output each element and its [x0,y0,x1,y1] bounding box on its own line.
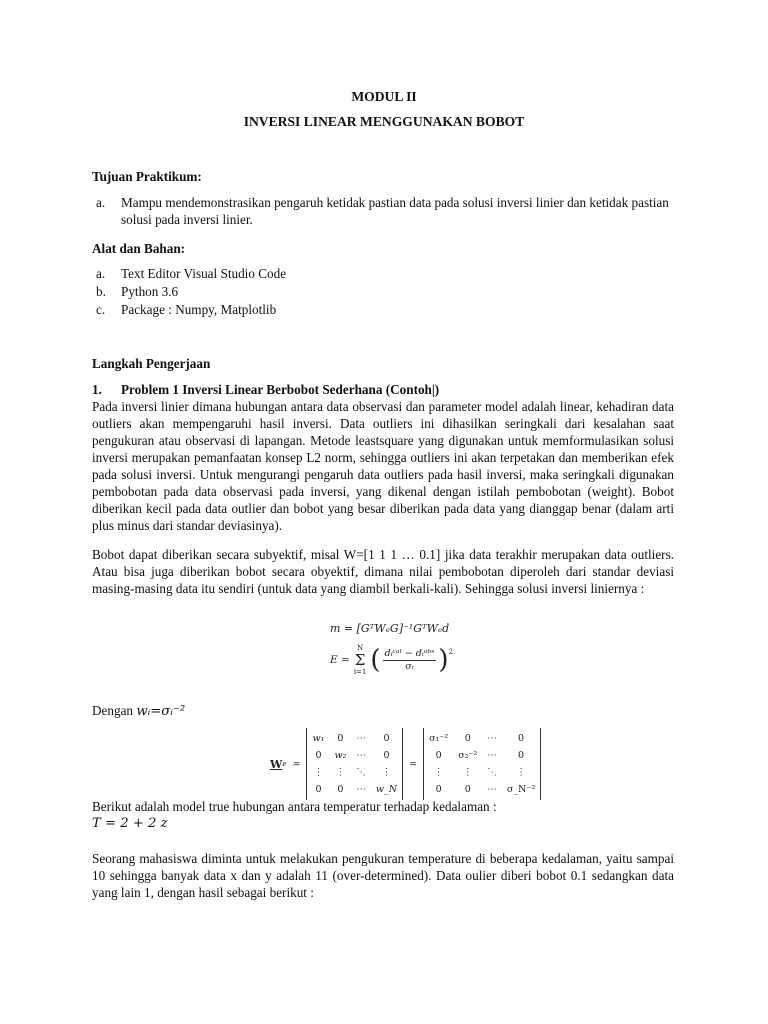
matrix-cell: 0 [337,733,344,744]
weight-matrix-equation [270,728,541,800]
matrix-cell: w₁ [312,733,325,744]
fraction [383,648,437,673]
matrix-cell: ⋯ [356,750,366,761]
matrix-sigma [423,728,541,800]
dengan-text: Dengan [92,703,137,718]
matrix-w [306,728,403,800]
sum-symbol: Σ [354,650,366,669]
matrix-cell: ⋯ [487,750,497,761]
matrix-cell: 0 [435,784,442,795]
matrix-cell: 0 [315,750,322,761]
list-text: Text Editor Visual Studio Code [121,266,287,281]
left-paren: ( [370,645,381,675]
matrix-cell: 0 [383,750,390,761]
matrix-cell: 0 [337,784,344,795]
denominator: σᵢ [405,660,414,672]
equation-error [330,640,453,680]
matrix-cell: ⋱ [356,767,366,778]
dengan-equation: wᵢ=σᵢ⁻² [136,704,186,719]
dengan-line [92,702,185,720]
summation [354,644,367,677]
paragraph-3: Seorang mahasiswa diminta untuk melakukan pengukuran temperature di beberapa kedalaman, yaitu sampai 10 sehingga banyak data x dan y adalah 11 (over-determined). Data oulier diberi bobot 0.1 sedangkan data yang lain 1, dengan hasil sebagai berikut : [92,851,674,900]
sum-top: N [357,643,364,652]
matrix-lhs: W [270,757,283,771]
eq-lhs: E = [330,653,350,666]
matrix-cell: ⋮ [463,767,473,778]
model-equation: T = 2 + 2 z [92,816,168,831]
matrix-cell: σ_N⁻² [506,784,536,795]
sum-bottom: i=1 [353,667,367,676]
numerator: dᵢᶜᵃˡ − dᵢᵒᵇˢ [384,647,435,659]
matrix-cell: 0 [517,733,525,744]
matrix-cell: ⋯ [487,784,497,795]
matrix-cell: ⋯ [356,733,366,744]
model-text: Berikut adalah model true hubungan antara temperatur terhadap kedalaman : [92,799,497,814]
matrix-cell: 0 [464,733,471,744]
langkah-heading: Langkah Pengerjaan [92,356,211,371]
module-title: MODUL II [351,89,417,104]
list-marker: a. [96,195,106,210]
paragraph-1: Pada inversi linier dimana hubungan antara data observasi dan parameter model adalah linear, kehadiran data outliers akan mempengaruhi hasil inversi. Data outliers ini dihasilkan seringkali dari kesalahan saat pengukuran atau observasi di lapangan. Metode leastsquare yang digunakan untuk memformulasikan solusi inversi merupakan pemanfaatan konsep L2 norm, sehingga outliers ini akan terpetakan dan memberikan efek pada solusi inversi. Untuk mengurangi pengaruh data outliers pada hasil inversi, maka seringkali digunakan pembobotan pada data observasi pada inversi, yang dikenal dengan istilah pembobotan (weight). Bobot diberikan kecil pada data outlier dan bobot yang besar diberikan pada data yang dianggap benar (dalam arti plus minus dari standar deviasinya). [92,399,674,533]
matrix-cell: 0 [517,750,525,761]
list-item [96,194,676,228]
problem-marker: 1. [92,382,102,397]
list-text: Mampu mendemonstrasikan pengaruh ketidak pastian data pada solusi inversi linier dan ketidak pastian solusi pada inversi linier. [121,195,669,227]
matrix-cell: w₂ [334,750,347,761]
list-marker: a. [96,266,106,281]
matrix-cell: ⋯ [487,733,497,744]
equation-solution: m = [GᵀWₑG]⁻¹GᵀWₑd [330,622,450,635]
module-subtitle: INVERSI LINEAR MENGGUNAKAN BOBOT [243,114,525,129]
tujuan-list [96,194,676,228]
matrix-cell: ⋯ [356,784,366,795]
matrix-lhs-sub: e [282,759,287,768]
paragraph-2: Bobot dapat diberikan secara subyektif, misal W=[1 1 1 … 0.1] jika data terakhir merupakan data outliers. Atau bisa juga diberikan bobot secara obyektif, dimana nilai pembobotan diperoleh dari standar deviasi masing-masing data itu sendiri (untuk data yang diambil berkali-kali). Sehingga solusi inversi liniernya : [92,547,674,596]
list-marker: c. [96,302,106,317]
list-item [96,301,676,318]
matrix-cell: ⋮ [313,767,324,778]
list-marker: b. [96,284,106,299]
matrix-cell: 0 [464,784,471,795]
matrix-cell: ⋱ [487,767,497,778]
equals-sign: = [292,758,301,770]
matrix-cell: 0 [383,733,390,744]
matrix-cell: σ₁⁻² [429,733,449,744]
matrix-cell: ⋮ [433,767,444,778]
list-text: Python 3.6 [121,284,179,299]
alat-list [96,265,676,318]
tujuan-heading: Tujuan Praktikum: [92,169,202,184]
problem-title: Problem 1 Inversi Linear Berbobot Sederhana (Contoh|) [121,382,440,397]
list-item [96,283,676,300]
matrix-cell: w_N [375,784,398,795]
list-text: Package : Numpy, Matplotlib [121,302,277,317]
equals-sign: = [409,758,418,770]
matrix-cell: ⋮ [516,767,526,778]
matrix-cell: ⋮ [335,767,346,778]
right-paren: ) [438,645,449,675]
matrix-cell: σ₂⁻² [458,750,478,761]
list-item [96,265,676,282]
matrix-cell: 0 [315,784,322,795]
alat-heading: Alat dan Bahan: [92,241,186,256]
matrix-cell: 0 [435,750,442,761]
matrix-cell: ⋮ [381,767,392,778]
power: 2 [448,648,454,656]
problem-heading [92,381,439,398]
